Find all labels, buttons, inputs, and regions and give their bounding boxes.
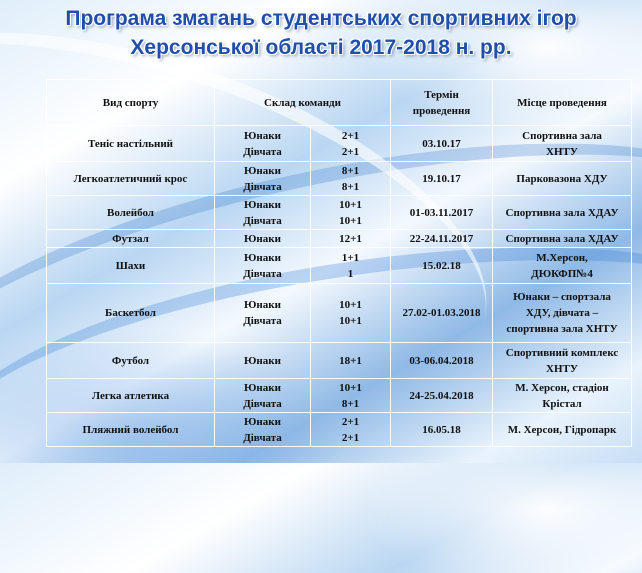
count-cell: [311, 196, 391, 230]
team-value: Дівчата: [243, 145, 282, 158]
header-place: Місце проведення: [493, 80, 632, 126]
count-value: 2+1: [341, 431, 360, 444]
count-cell: [311, 413, 391, 447]
team-value: Юнаки: [244, 354, 281, 367]
date-cell: 03.10.17: [391, 126, 493, 162]
sport-cell: Баскетбол: [47, 284, 215, 343]
date-cell: 27.02-01.03.2018: [391, 284, 493, 343]
sport-cell: Пляжний волейбол: [47, 413, 215, 447]
place-value: Спортивна зала ХДАУ: [505, 232, 619, 245]
team-value: Юнаки: [244, 164, 281, 177]
team-value: Юнаки: [244, 415, 281, 428]
header-team: Склад команди: [215, 80, 391, 126]
place-cell: [493, 248, 632, 284]
count-value: 2+1: [341, 145, 360, 158]
team-cell: [215, 284, 311, 343]
count-cell: [311, 379, 391, 413]
place-value: ХНТУ: [546, 145, 578, 158]
count-cell: [311, 343, 391, 379]
count-value: 2+1: [341, 129, 360, 142]
place-value: Парковазона ХДУ: [516, 172, 608, 185]
team-value: Юнаки: [244, 198, 281, 211]
header-sport: Вид спорту: [47, 80, 215, 126]
team-value: Дівчата: [243, 397, 282, 410]
sport-cell: Легка атлетика: [47, 379, 215, 413]
count-value: 10+1: [339, 315, 362, 327]
count-value: 10+1: [339, 381, 362, 394]
count-value: 10+1: [339, 198, 362, 211]
header-term-line-1: Термін: [424, 88, 459, 101]
place-cell: [493, 343, 632, 379]
team-cell: [215, 343, 311, 379]
date-cell: 19.10.17: [391, 162, 493, 196]
table-row: [47, 248, 632, 284]
count-value: 10+1: [339, 214, 362, 227]
header-term-line-2: проведення: [412, 104, 471, 117]
table-row: [47, 413, 632, 447]
place-value: Спортивна зала ХДАУ: [505, 206, 619, 219]
team-value: Дівчата: [243, 214, 282, 227]
place-value: Юнаки – спортзала: [513, 291, 611, 303]
team-value: Дівчата: [243, 315, 282, 327]
table-header-row: [47, 80, 632, 126]
count-cell: [311, 230, 391, 248]
place-value: М. Херсон, Гідропарк: [507, 423, 617, 436]
team-cell: [215, 379, 311, 413]
team-value: Юнаки: [244, 232, 281, 245]
table-row: [47, 162, 632, 196]
place-value: ДЮКФП№4: [531, 267, 593, 280]
table-row: [47, 284, 632, 343]
team-value: Дівчата: [243, 431, 282, 444]
place-cell: [493, 413, 632, 447]
count-cell: [311, 284, 391, 343]
count-value: 10+1: [339, 299, 362, 311]
team-cell: [215, 196, 311, 230]
place-value: М. Херсон, стадіон: [515, 381, 609, 394]
schedule-table: [46, 79, 632, 447]
count-value: 8+1: [341, 164, 360, 177]
place-value: М.Херсон,: [536, 251, 588, 264]
table-row: [47, 230, 632, 248]
sport-cell: Шахи: [47, 248, 215, 284]
team-value: Юнаки: [244, 129, 281, 142]
date-cell: 01-03.11.2017: [391, 196, 493, 230]
count-value: 12+1: [339, 232, 362, 245]
team-cell: [215, 126, 311, 162]
team-cell: [215, 413, 311, 447]
count-cell: [311, 248, 391, 284]
table-row: [47, 343, 632, 379]
sport-cell: Футзал: [47, 230, 215, 248]
header-term: [391, 80, 493, 126]
place-cell: [493, 126, 632, 162]
table-row: [47, 126, 632, 162]
place-cell: [493, 379, 632, 413]
count-value: 1: [347, 267, 354, 280]
count-cell: [311, 162, 391, 196]
place-value: Спортивна зала: [522, 129, 602, 142]
team-value: Юнаки: [244, 381, 281, 394]
sport-cell: Волейбол: [47, 196, 215, 230]
team-value: Дівчата: [243, 267, 282, 280]
date-cell: 16.05.18: [391, 413, 493, 447]
table-row: [47, 196, 632, 230]
date-cell: 15.02.18: [391, 248, 493, 284]
count-value: 2+1: [341, 415, 360, 428]
count-value: 1+1: [341, 251, 360, 264]
title-line-1: Програма змагань студентських спортивних ігор: [65, 7, 577, 30]
sport-cell: Футбол: [47, 343, 215, 379]
team-cell: [215, 230, 311, 248]
place-cell: [493, 230, 632, 248]
place-cell: [493, 196, 632, 230]
date-cell: 24-25.04.2018: [391, 379, 493, 413]
count-value: 8+1: [341, 180, 360, 193]
team-value: Юнаки: [244, 251, 281, 264]
count-value: 8+1: [341, 397, 360, 410]
count-value: 18+1: [339, 354, 362, 367]
sport-cell: Теніс настільний: [47, 126, 215, 162]
place-cell: [493, 162, 632, 196]
team-cell: [215, 248, 311, 284]
table-row: [47, 379, 632, 413]
team-cell: [215, 162, 311, 196]
place-cell: [493, 284, 632, 343]
place-value: ХНТУ: [546, 362, 578, 375]
count-cell: [311, 126, 391, 162]
team-value: Юнаки: [244, 299, 281, 311]
place-value: спортивна зала ХНТУ: [506, 323, 618, 335]
place-value: Крістал: [542, 397, 582, 410]
sport-cell: Легкоатлетичний крос: [47, 162, 215, 196]
date-cell: 03-06.04.2018: [391, 343, 493, 379]
date-cell: 22-24.11.2017: [391, 230, 493, 248]
team-value: Дівчата: [243, 180, 282, 193]
title-line-2: Херсонської області 2017-2018 н. рр.: [130, 36, 512, 59]
place-value: ХДУ, дівчата –: [525, 307, 599, 319]
place-value: Спортивний комплекс: [505, 346, 619, 359]
page-title: [0, 4, 642, 62]
